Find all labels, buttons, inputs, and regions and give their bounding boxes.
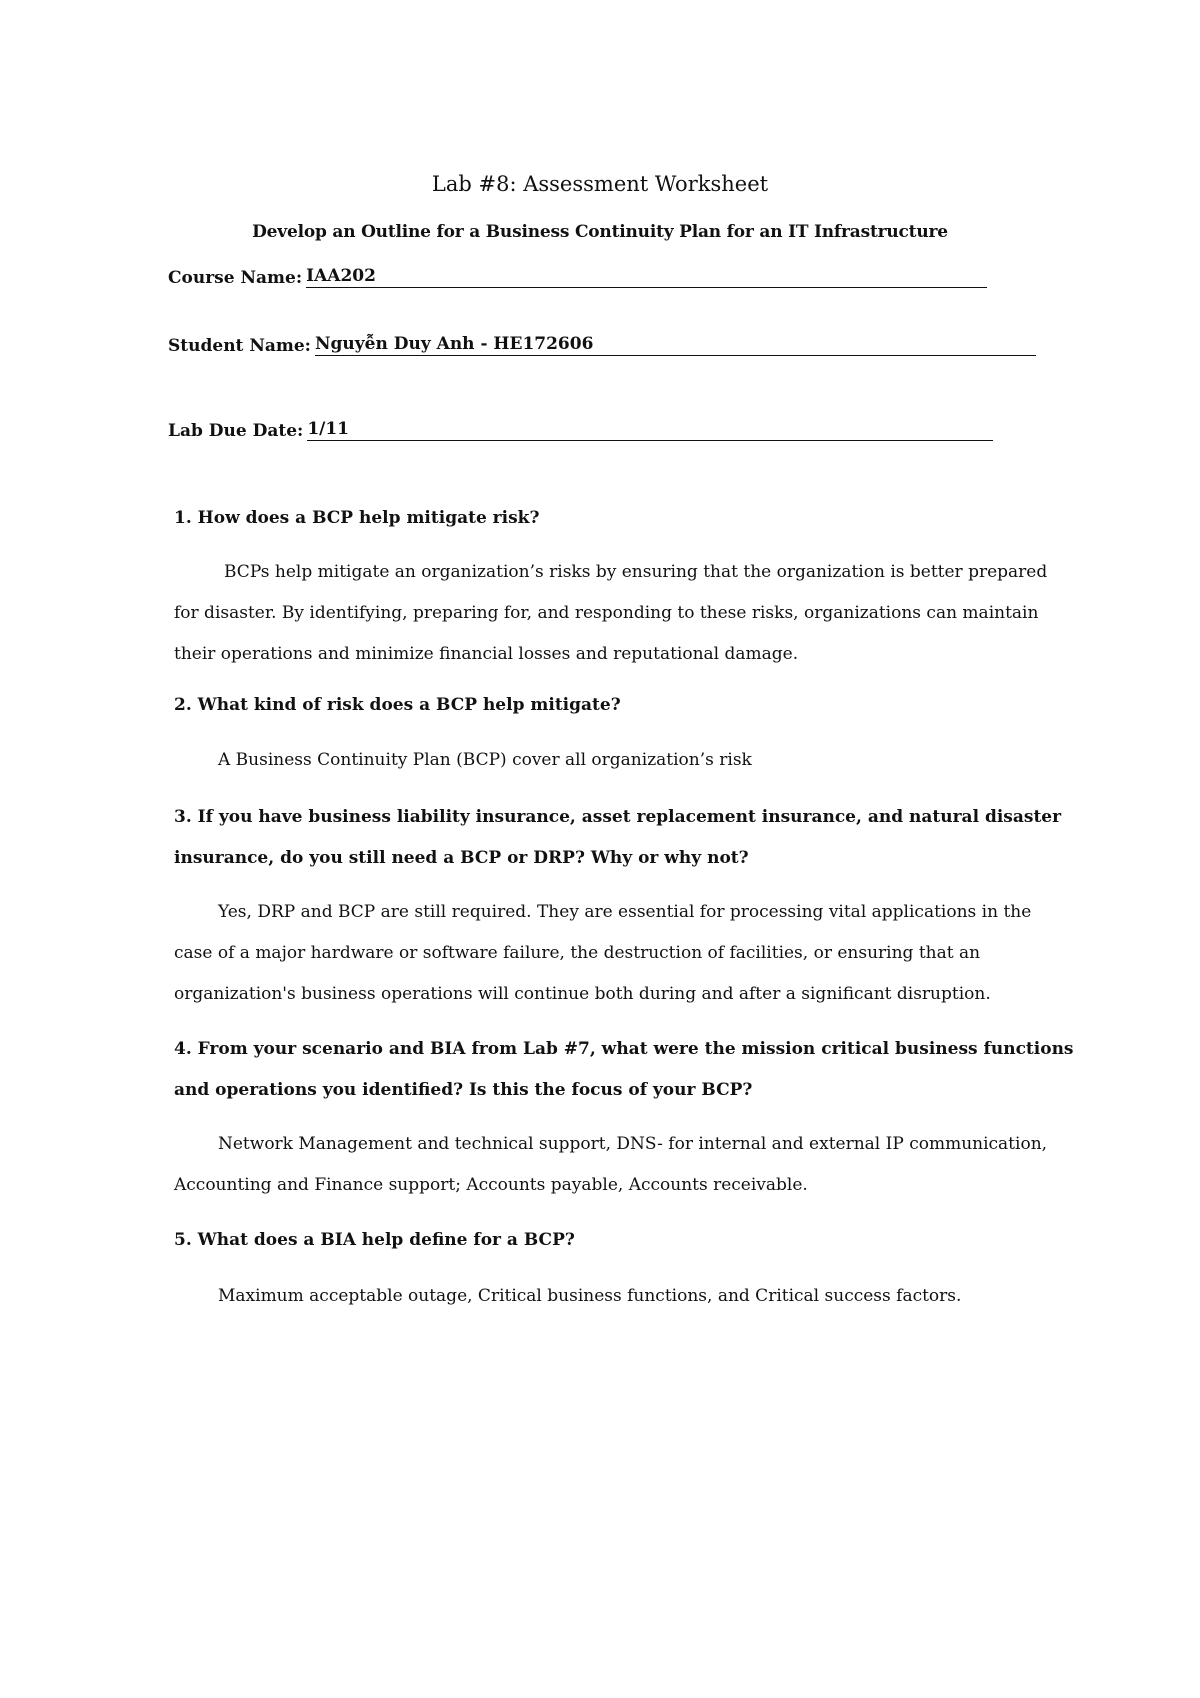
- question-1: 1. How does a BCP help mitigate risk?: [174, 508, 540, 528]
- lab-due-date-label: Lab Due Date:: [168, 421, 304, 441]
- answer-1: BCPs help mitigate an organization’s risks by ensuring that the organization is better prepared for disaster. By identifying, preparing for, and responding to these risks, organizations can maintain their operations and minimize financial losses and reputational damage.: [174, 562, 1048, 664]
- page-subtitle: Develop an Outline for a Business Continuity Plan for an IT Infrastructure: [252, 222, 948, 242]
- student-name-field: [168, 334, 1036, 356]
- course-name-field: [168, 266, 987, 288]
- lab-due-date-value: 1/11: [307, 419, 993, 441]
- student-name-label: Student Name:: [168, 336, 311, 356]
- student-name-value: Nguyễn Duy Anh - HE172606: [315, 334, 1036, 356]
- course-name-value: IAA202: [306, 266, 987, 288]
- answer-5: Maximum acceptable outage, Critical business functions, and Critical success factors.: [218, 1286, 962, 1306]
- question-4: 4. From your scenario and BIA from Lab #7, what were the mission critical business functions and operations you identified? Is this the focus of your BCP?: [174, 1039, 1074, 1100]
- page-title: Lab #8: Assessment Worksheet: [431, 172, 769, 196]
- answer-4: Network Management and technical support, DNS- for internal and external IP communication, Accounting and Finance support; Accounts payable, Accounts receivable.: [174, 1134, 1048, 1195]
- answer-3: Yes, DRP and BCP are still required. They are essential for processing vital applications in the case of a major hardware or software failure, the destruction of facilities, or ensuring that an organization's business operations will continue both during and after a significant disruption.: [174, 902, 1032, 1004]
- course-name-label: Course Name:: [168, 268, 303, 288]
- question-3: 3. If you have business liability insurance, asset replacement insurance, and natural disaster insurance, do you still need a BCP or DRP? Why or why not?: [174, 807, 1062, 868]
- question-5: 5. What does a BIA help define for a BCP?: [174, 1230, 575, 1250]
- answer-2: A Business Continuity Plan (BCP) cover all organization’s risk: [218, 750, 752, 770]
- lab-due-date-field: [168, 419, 993, 441]
- question-2: 2. What kind of risk does a BCP help mitigate?: [174, 695, 621, 715]
